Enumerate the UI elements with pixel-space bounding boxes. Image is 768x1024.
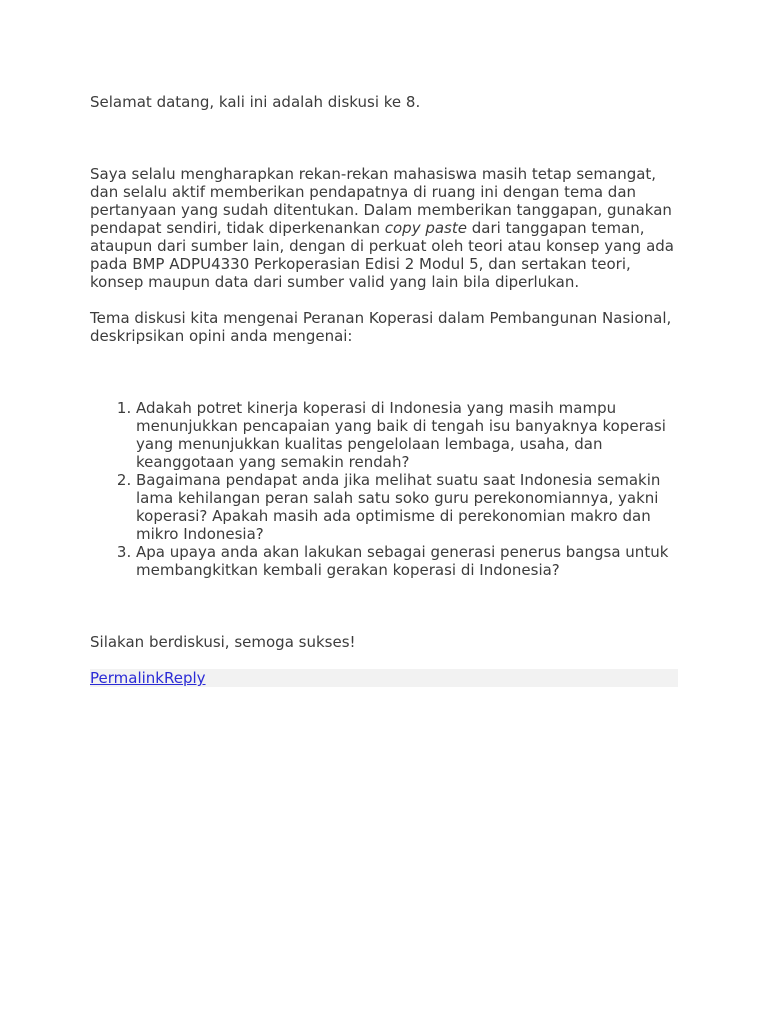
question-item: 2. Bagaimana pendapat anda jika melihat suatu saat Indonesia semakin lama kehilangan peran salah satu soko guru perekonomiannya, yakni koperasi? Apakah masih ada optimisme di perekonomian makro dan mikro Indonesia? <box>136 471 678 543</box>
greeting-text: Selamat datang, kali ini adalah diskusi ke 8. <box>90 93 421 111</box>
question-item: 1. Adakah potret kinerja koperasi di Indonesia yang masih mampu menunjukkan pencapaian yang baik di tengah isu banyaknya koperasi yang menunjukkan kualitas pengelolaan lembaga, usaha, dan keanggotaan yang semakin rendah? <box>136 399 678 471</box>
discussion-post <box>90 93 678 687</box>
question-list <box>90 399 678 579</box>
reply-link[interactable]: Reply <box>163 669 206 687</box>
question-item: 3. Apa upaya anda akan lakukan sebagai generasi penerus bangsa untuk membangkitkan kembali gerakan koperasi di Indonesia? <box>136 543 678 579</box>
closing-text: Silakan berdiskusi, semoga sukses! <box>90 633 356 651</box>
intro-emphasis: copy paste <box>384 219 467 237</box>
intro-text-end: dari tanggapan teman, ataupun dari sumber lain, dengan di perkuat oleh teori atau konsep yang ada pada BMP ADPU4330 Perkoperasian Edisi 2 Modul 5, dan sertakan teori, konsep maupun data dari sumber valid yang lain bila diperlukan. <box>90 219 674 291</box>
intro-paragraph <box>90 165 678 291</box>
intro-text-start: Saya selalu mengharapkan rekan-rekan mahasiswa masih tetap semangat, dan selalu aktif memberikan pendapatnya di ruang ini dengan tema dan pertanyaan yang sudah ditentukan. Dalam memberikan tanggapan, gunakan pendapat sendiri, tidak diperkenankan <box>90 165 672 237</box>
theme-paragraph: Tema diskusi kita mengenai Peranan Koperasi dalam Pembangunan Nasional, deskripsikan opini anda mengenai: <box>90 309 672 345</box>
post-actions-bar <box>90 669 678 687</box>
permalink-link[interactable]: Permalink <box>90 669 164 687</box>
